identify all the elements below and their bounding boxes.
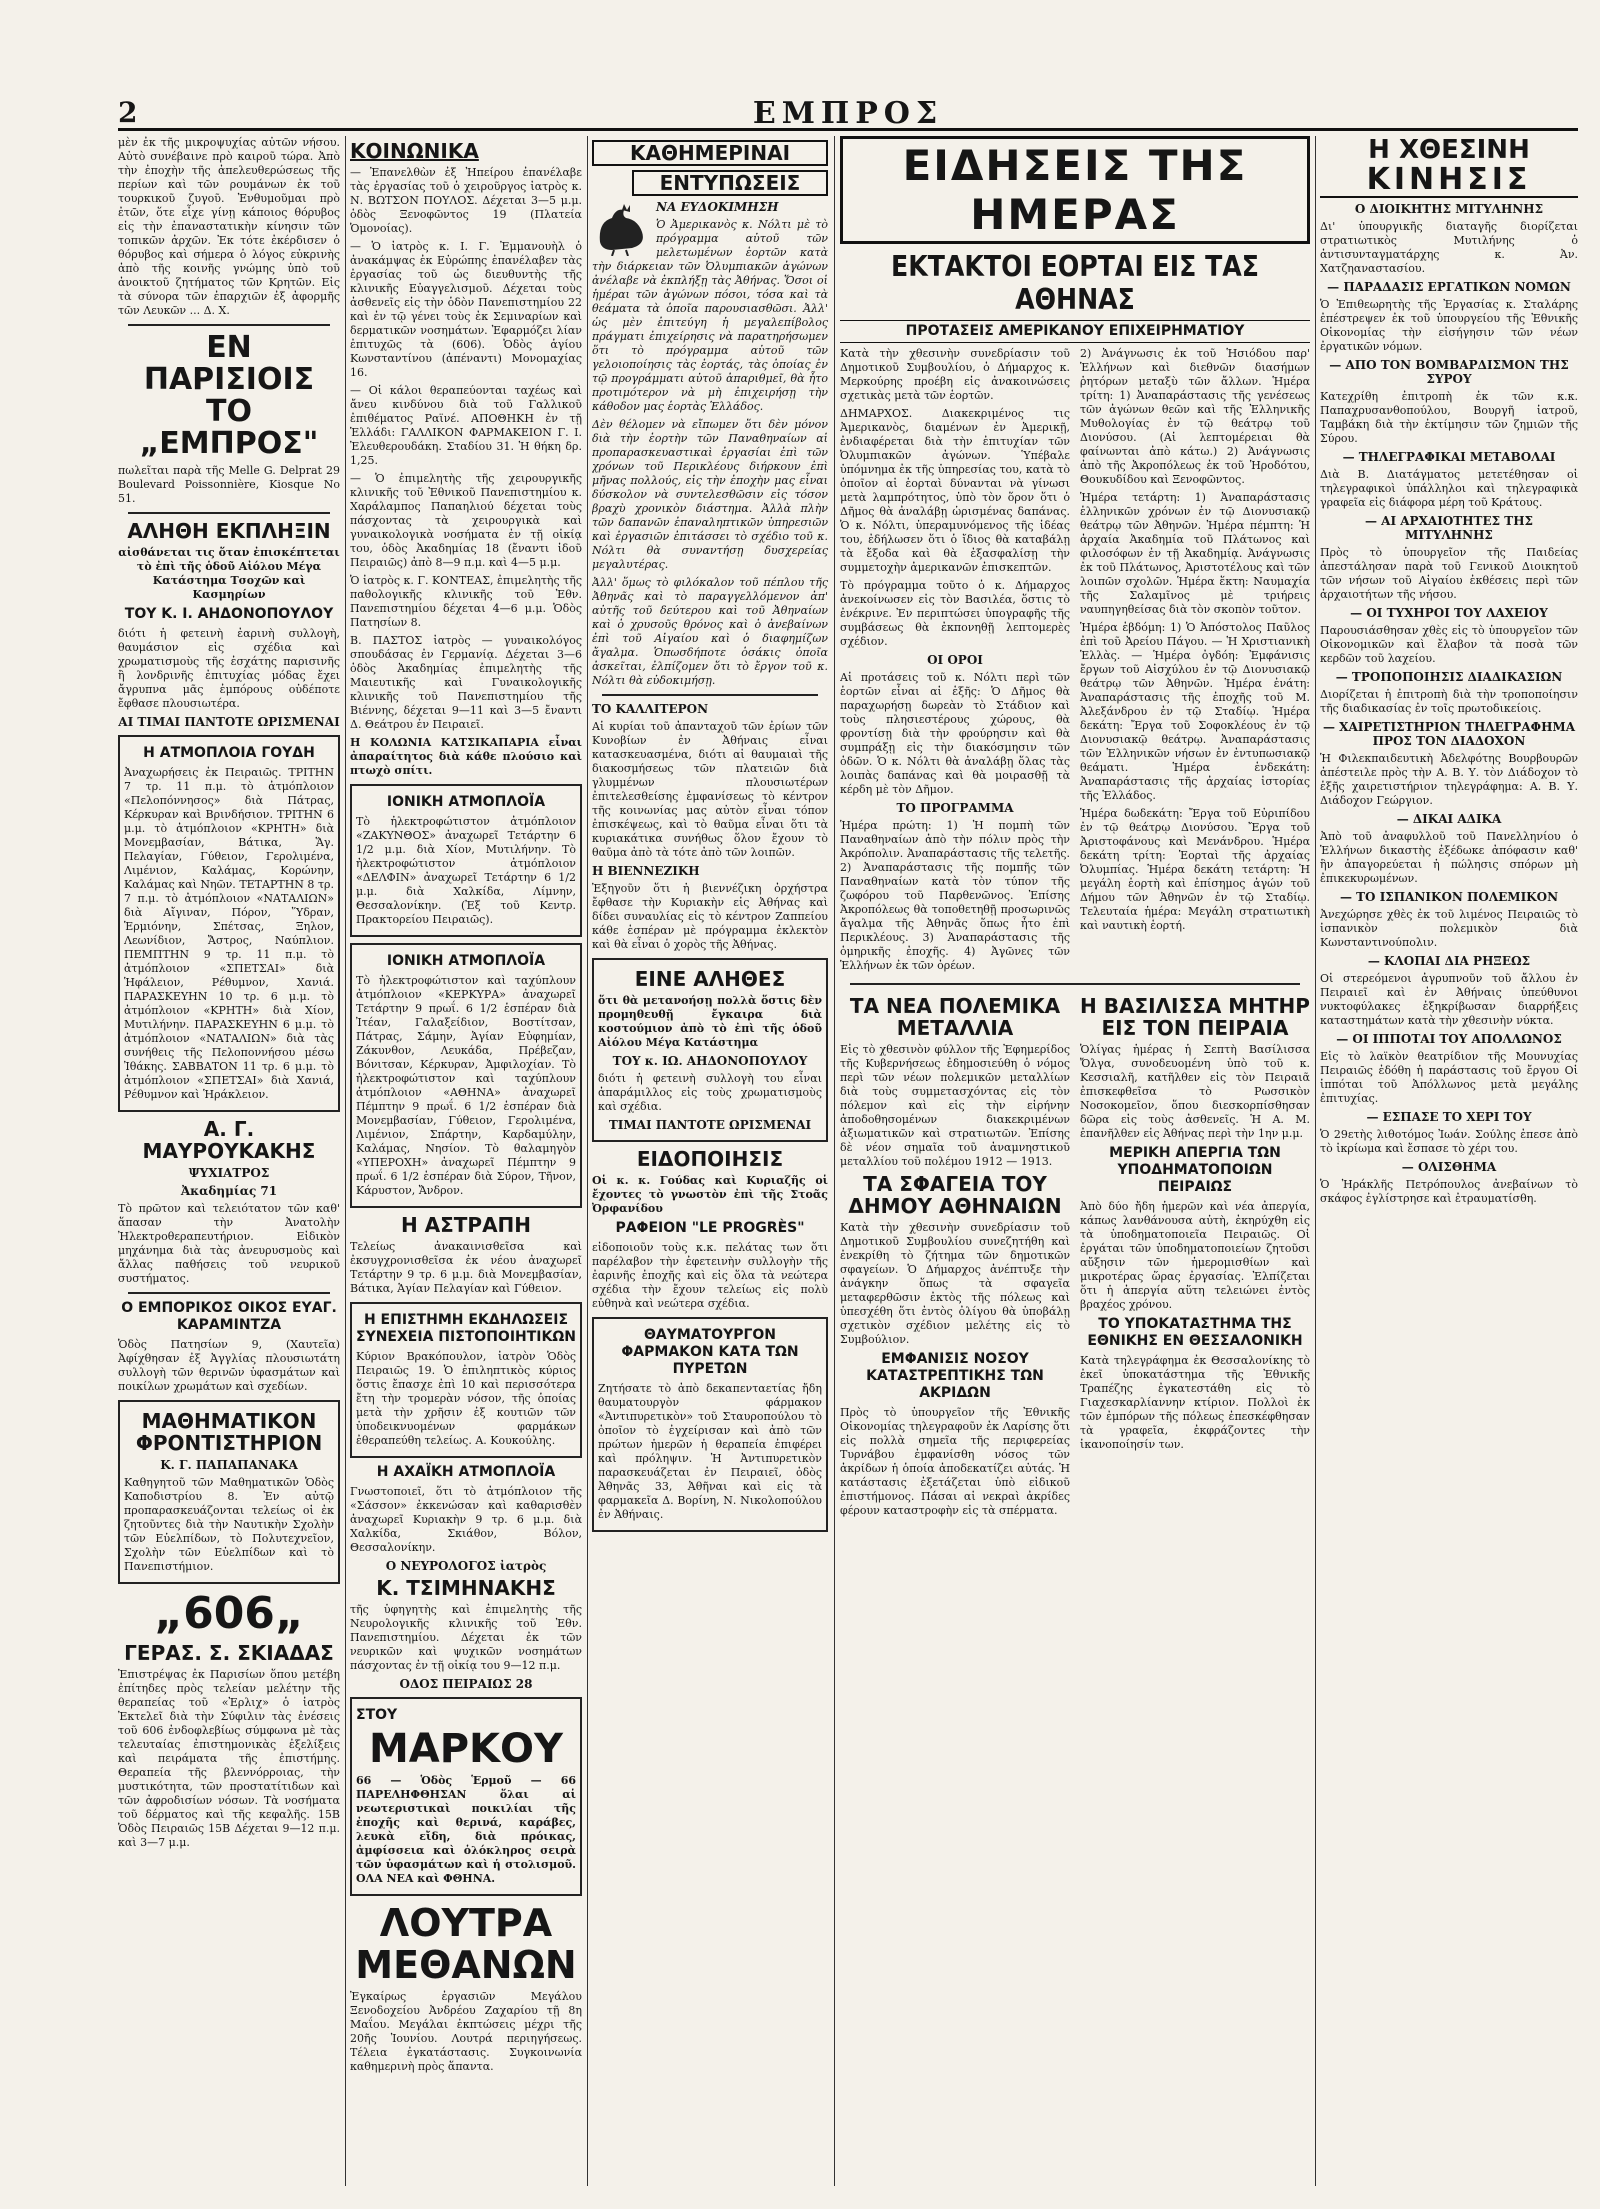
ad-heading: Ο ΕΜΠΟΡΙΚΟΣ ΟΙΚΟΣ ΕΥΑΓ. ΚΑΡΑΜΙΝΤΖΑ [121,1300,337,1333]
divider [128,512,330,514]
ad-heading: ΙΟΝΙΚΗ ΑΤΜΟΠΛΟΪΑ [386,953,546,969]
ad-text: Ἐπιστρέψας ἐκ Παρισίων ὅπου μετέβη ἐπίτηδες πρὸς τελείαν μελέτην τῆς θεραπείας τοῦ «Ἐρλιχ» ὁ ἰατρὸς Ἐκτελεῖ διὰ τὴν Σύφιλιν τὰς ἐνέσεις τοῦ 606 ἐνδοφλεβίως σύμφωνα μὲ τὰς τελευταίας ἐπιστημονικὰς ἐξελίξεις καὶ πειράματα τῆς ἐπιστήμης. Θεραπεία τῆς βλεννόρροιας, τὴν μυστικότητα, τῶν προστατίτιδων καὶ τῶν ἀφροδισίων νόσων. Τὰ νοσήματα τοῦ δέρματος καὶ τῆς κεφαλῆς. 15Β Ὁδὸς Πειραιῶς 15Β Δέχεται 9—12 π.μ. καὶ 3—7 μ.μ. [118,1668,340,1849]
ad-text: τῆς ὑφηγητὴς καὶ ἐπιμελητὴς τῆς Νευρολογικῆς κλινικῆς τοῦ Ἐθν. Πανεπιστημίου. Δέχεται ἐκ τῶν νευρικῶν καὶ ψυχικῶν νοσημάτων πάσχοντας ἐν τῇ οἰκίᾳ του 9—12 π.μ. [350,1603,582,1672]
ad-text: διότι ἡ φετεινὴ συλλογὴ του εἶναι ἀπαράμιλλος εἰς τοὺς χρωματισμοὺς καὶ σχέδια. [598,1072,822,1113]
newspaper-title: ΕΜΠΡΟΣ [752,96,944,131]
article-text: Ὁλίγας ἡμέρας ἡ Σεπτὴ Βασίλισσα Ὄλγα, συνοδευομένη ὑπὸ τοῦ κ. Κεσσιαλῆ, κατῆλθεν εἰς τὸν Πειραιᾶ ἐπισκεφθεῖσα τὸ Ρωσσικὸν Νοσοκομεῖον, ὅπου διεσκορπίσθησαν δῶρα εἰς τοὺς ἀσθενεῖς. Ἡ Α. Μ. ἐπανῆλθεν εἰς Ἀθήνας περὶ τὴν 1ην μ.μ. [1080,1043,1310,1140]
article-subheading: ΟΙ ΟΡΟΙ [927,653,983,667]
news-heading: ΤΑ ΝΕΑ ΠΟΛΕΜΙΚΑ ΜΕΤΑΛΛΙΑ [849,994,1061,1040]
ad-heading: ΕΙΝΕ ΑΛΗΘΕΣ [634,967,786,991]
ad-text: Τελείως ἀνακαινισθεῖσα καὶ ἐκσυγχρονισθεῖσα ἐκ νέου ἀναχωρεῖ Τετάρτην 9 τρ. 6 μ.μ. διὰ Μονεμβασίαν, Βάτικα, Ἁγίαν Πελαγίαν καὶ Γύθειον. [350,1240,582,1295]
article-text: Πρὸς τὸ ὑπουργεῖον τῆς Ἐθνικῆς Οἰκονομίας τηλεγραφοῦν ἐκ Λαρίσης ὅτι εἰς πολλὰ σημεῖα τῆς περιφερείας Τυρνάβου ἐμφανίσθη νόσος τῶν ἀκρίδων ἡ ὁποία ἀποδεκατίζει αὐτάς. Ἡ κατάστασις ἐξετάζεται ὑπὸ εἰδικοῦ ἐπιστήμονος. Πάσαι αἱ νεκραὶ ἀκρίδες φέρουν καταστροφὴν εἰς τὰ σπέρματα. [840,1406,1070,1517]
ad-box [118,1400,340,1584]
article-text: Ὁ Ἀμερικανὸς κ. Νόλτι μὲ τὸ πρόγραμμα αὐτοῦ τῶν μελετωμένων ἑορτῶν κατὰ τὴν διάρκειαν τῶν Ὀλυμπιακῶν ἀγώνων ἀνέλαβε νὰ ἐκπλήξῃ τὰς Ἀθήνας. Ὅσοι οἱ ἡμέραι τῶν ἀγώνων πόσοι, τόσα καὶ τὰ θεάματα τὰ ὁποῖα παρουσιασθῶσι. Ἀλλ' ὡς μὲν ἐπιτεύγη ἡ μεγαλεπίβολος πράγματι ἐπιχείρησις νὰ παρατηρήσωμεν ὅτι τὸ πρόγραμμα αὐτοῦ τῶν γελοιοποίησις τὰς ἑορτάς, τὰς ὁποίας ἐν τῷ προγράμματι αὐτοῦ ἀπαριθμεῖ, θὰ ἦτο προτιμότερον νὰ μὴ ἐπιχειρήσῃ τὴν κάθοδον μας ἑορτὰς Ἑλλάδος. [592,218,828,413]
ad-heading: „606„ [154,1588,304,1639]
ad-heading: Α. Γ. ΜΑΥΡΟΥΚΑΚΗΣ [142,1117,316,1163]
item-heading: — ΑΙ ΑΡΧΑΙΟΤΗΤΕΣ ΤΗΣ ΜΙΤΥΛΗΝΗΣ [1364,514,1534,542]
ad-subheading: ΨΥΧΙΑΤΡΟΣ [188,1166,270,1180]
divider [850,983,1300,985]
section-heading [1320,136,1578,198]
divider [128,1292,330,1294]
item-text: Κατεχρίθη ἐπιτροπὴ ἐκ τῶν κ.κ. Παπαχρυσανθοπούλου, Βουργῆ ἰατροῦ, Ταμβάκη διὰ τὴν ἐκτίμησιν τῶν ζημιῶν τῆς Σύρου. [1320,390,1578,445]
ad-text: Ὁδὸς Πατησίων 9, (Χαυτεῖα) Ἀφίχθησαν ἐξ Ἀγγλίας πλουσιωτάτη συλλογὴ τῶν θερινῶν ὑφασμάτων καὶ ποικίλων χρωμάτων καὶ σχεδίων. [118,1338,340,1393]
article-subheading: Η ΒΙΕΝΝΕΖΙΚΗ [592,864,700,878]
news-heading: ΕΚΤΑΚΤΟΙ ΕΟΡΤΑΙ ΕΙΣ ΤΑΣ ΑΘΗΝΑΣ [890,250,1259,316]
article-text: 2) Ἀνάγνωσις ἐκ τοῦ Ἡσιόδου παρ' Ἑλλήνων καὶ διεθνῶν διασήμων ῥητόρων μεταξὺ τῶν ἄλλων. Ἡμέρα τρίτη: 1) Ἀναπαράστασις τῆς γενέσεως τῶν ἀγώνων θεῶν καὶ τῆς Ἑλληνικῆς Μυθολογίας ἐν τῷ θεάτρῳ τοῦ Διονύσου. (Αἱ λεπτομέρειαι θὰ φαίνωνται ἀπὸ κάτω.) 2) Ἀνάγνωσις ἀπὸ τῆς Ἀκροπόλεως ἐκ τοῦ Ἡροδότου, Θουκυδίδου καὶ Ξενοφῶντος. [1080,347,1310,486]
item-text: Ἡ Φιλεκπαιδευτικὴ Ἀδελφότης Βουρβουρῶν ἀπέστειλε πρὸς τὴν Α. Β. Υ. τὸν Διάδοχον τὸ ἑξῆς χαιρετιστήριον τηλεγράφημα: Α. Β. Υ. Διάδοχον Γεώργιον. [1320,752,1578,807]
item-heading: — ΟΙ ΤΥΧΗΡΟΙ ΤΟΥ ΛΑΧΕΙΟΥ [1350,606,1548,620]
item-heading: Ο ΔΙΟΙΚΗΤΗΣ ΜΙΤΥΛΗΝΗΣ [1354,202,1544,216]
ad-box [592,1317,828,1532]
item-heading: — ΧΑΙΡΕΤΙΣΤΗΡΙΟΝ ΤΗΛΕΓΡΑΦΗΜΑ ΠΡΟΣ ΤΟΝ ΔΙΑΔΟΧΟΝ [1322,720,1576,748]
article-text: Β. ΠΑΣΤΟΣ ἰατρὸς — γυναικολόγος σπουδάσας ἐν Γερμανίᾳ. Δέχεται 3—6 ὁδὸς Ἀκαδημίας ἐπιμελητὴς τῆς Μαιευτικῆς καὶ Γυναικολογικῆς κλινικῆς τοῦ Πανεπιστημίου τῆς Βιέννης, δέχεται 9—11 καὶ 3—5 ἔναντι Δ. Θεάτρου ἐν Πειραιεῖ. [350,634,582,731]
news-heading: ΤΑ ΣΦΑΓΕΙΑ ΤΟΥ ΔΗΜΟΥ ΑΘΗΝΑΙΩΝ [848,1172,1062,1218]
column-5 [1320,136,1578,2186]
ad-heading: ΓΕΡΑΣ. Σ. ΣΚΙΑΔΑΣ [124,1641,334,1665]
article-text: — Ἐπανελθὼν ἐξ Ἠπείρου ἐπανέλαβε τὰς ἐργασίας τοῦ ὁ χειροῦργος ἰατρὸς κ. Ν. ΒΩΤΣΟΝ ΠΟΥΛΟΣ. Δέχεται 3—5 μ.μ. ὁδὸς Ξενοφῶντος 19 (Πλατεία Ὁμονοίας). [350,166,582,235]
ad-heading: ΤΟΥ Κ. Ι. ΑΗΔΟΝΟΠΟΥΛΟΥ [124,606,334,622]
ad-subheading: ΟΔΟΣ ΠΕΙΡΑΙΩΣ 28 [399,1677,533,1691]
section-heading: ΚΑΘΗΜΕΡΙΝΑΙ [592,140,828,166]
ad-box [350,1697,582,1896]
item-heading: — ΕΣΠΑΣΕ ΤΟ ΧΕΡΙ ΤΟΥ [1366,1110,1532,1124]
ad-text: Τὸ ἠλεκτροφώτιστον καὶ ταχύπλουν ἀτμόπλοιον «ΚΕΡΚΥΡΑ» ἀναχωρεῖ Τετάρτην 9 πρωΐ. 6 1/2 ἑσπέραν διὰ Ἰτέαν, Γαλαξείδιον, Βοστίτσαν, Πάτρας, Σάμην, Ἀγίαν Εὐφημίαν, Ζάκυνθον, Λευκάδα, Πρέβεζαν, Βόνιτσαν, Κέρκυραν, Ἀμφιλοχίαν. Τὸ ἠλεκτροφώτιστον καὶ ταχύπλουν ἀτμόπλοιον «ΑΘΗΝΑ» ἀναχωρεῖ Πέμπτην 9 πρωΐ. 6 1/2 ἑσπέραν διὰ Μονεμβασίαν, Γύθειον, Γερολιμένα, Λιμένιον, Σπάρτην, Καρδαμύλην, Καλάμας, Νησίον. Τὸ θαλαμηγὸν «ΥΠΕΡΟΧΗ» ἀναχωρεῖ Πέμπτην 9 πρωΐ. 6 1/2 ἑσπέραν διὰ Σύρον, Τῆνον, Κάρυστον, Ἄνδρον. [356,974,576,1197]
item-heading: — ΑΠΟ ΤΟΝ ΒΟΜΒΑΡΔΙΣΜΟΝ ΤΗΣ ΣΥΡΟΥ [1329,358,1569,386]
news-title: ΕΙΔΗΣΕΙΣ ΤΗΣ ΗΜΕΡΑΣ [840,136,1310,244]
ad-text: Ἐγκαίρως ἐργασιῶν Μεγάλου Ξενοδοχείου Ἀνδρέου Ζαχαρίου τῇ 8η Μαΐου. Μεγάλαι ἐκπτώσεις μέχρι τῆς 20ῆς Ἰουνίου. Λουτρά περιηγήσεως. Τέλεια ἐγκατάστασις. Συγκοινωνία καθημερινὴ πρὸς ἅπαντα. [350,1990,582,2073]
ad-text: Τὸ πρῶτον καὶ τελειότατον τῶν καθ' ἅπασαν τὴν Ἀνατολὴν Ἠλεκτροθεραπευτήριον. Εἰδικὸν μηχάνημα διὰ τὰς ἀνευρυσμοὺς καὶ ἄλλας παθήσεις τοῦ νευρικοῦ συστήματος. [118,1202,340,1285]
column-rule [834,136,835,2186]
news-heading: ΕΜΦΑΝΙΣΙΣ ΝΟΣΟΥ ΚΑΤΑΣΤΡΕΠΤΙΚΗΣ ΤΩΝ ΑΚΡΙΔΩΝ [866,1351,1044,1401]
column-2 [350,136,582,2186]
item-text: Ὁ 29ετὴς λιθοτόμος Ἰωάν. Σούλης ἐπεσε ἀπὸ τὸ ἰκρίωμα καὶ ἔσπασε τὸ χέρι του. [1320,1128,1578,1155]
ad-text: Οἱ κ. κ. Γούδας καὶ Κυριαζῆς οἱ ἔχοντες τὸ γνωστὸν ἐπὶ τῆς Στοᾶς Ὀρφανίδου [592,1174,828,1215]
item-text: Ὁ Ἡράκλῆς Πετρόπουλος ἀνεβαίνων τὸ σκάφος ἐγλίστρησε καὶ ἐτραυματίσθη. [1320,1178,1578,1205]
news-left-column [840,347,1070,977]
item-heading: — ΟΛΙΣΘΗΜΑ [1401,1160,1497,1174]
article-text: — Οἱ κάλοι θεραπεύονται ταχέως καὶ ἄνευ κινδύνου διὰ τοῦ Γαλλικοῦ ἐπιθέματος Ραϊνέ. ΑΠΟΘΗΚΗ ἐν τῇ Ἑλλάδι: ΓΑΛΛΙΚΟΝ ΦΑΡΜΑΚΕΙΟΝ Γ. Ι. Ἐλευθερουδάκη. Σταδίου 31. Ἡ θήκη δρ. 1,25. [350,384,582,467]
ad-box [350,784,582,937]
divider [128,324,330,326]
ad-subheading: ΤΟΥ κ. ΙΩ. ΑΗΔΟΝΟΠΟΥΛΟΥ [612,1054,808,1068]
ad-box [118,735,340,1112]
ad-box [350,1302,582,1458]
item-text: Διὰ Β. Διατάγματος μετετέθησαν οἱ τηλεγραφικοὶ ὑπάλληλοι καὶ τηλεγραφικὰ γραφεῖα εἰς διάφορα μέρη τοῦ Κράτους. [1320,468,1578,509]
ad-text: εἰδοποιοῦν τοὺς κ.κ. πελάτας των ὅτι παρέλαβον τὴν ἐφετεινὴν συλλογὴν τῆς ἐαρινῆς ἐποχῆς καὶ εἰς ὅλα τὰ νεώτερα σχέδια τὴν ἔχουν τελείως εἰς πολὺ εὐθηνὰ καὶ νεώτερα σχέδια. [592,1241,828,1310]
article-text: Τὸ πρόγραμμα τοῦτο ὁ κ. Δήμαρχος ἀνεκοίνωσεν εἰς τὸν Βασιλέα, ὅστις τὸ ἐνέκρινε. Ἐν περιπτώσει ὑπογραφῆς τῆς συμβάσεως θὰ ἐκπονηθῇ λεπτομερὲς σχέδιον. [840,579,1070,648]
ad-text: 66 — Ὁδὸς Ἑρμοῦ — 66 ΠΑΡΕΛΗΦΘΗΣΑΝ ὅλαι αἱ νεωτεριστικαὶ ποικιλίαι τῆς ἐποχῆς καὶ θερινά, καράβες, λευκὰ εἴδη, διὰ πρόικας, ἀμφίσσεια καὶ ὁλόκληρος σειρὰ τῶν ὑφασμάτων καὶ ἡ στολισμοῦ. ΟΛΑ ΝΕΑ καὶ ΦΘΗΝΑ. [356,1774,576,1885]
item-text: Ἀνεχώρησε χθὲς ἐκ τοῦ λιμένος Πειραιῶς τὸ ἰσπανικὸν πολεμικὸν διὰ Κωνσταντινούπολιν. [1320,908,1578,949]
article-text: — Ὁ ἐπιμελητὴς τῆς χειρουργικῆς κλινικῆς τοῦ Ἐθνικοῦ Πανεπιστημίου κ. Χαράλαμπος Παπαηλιού δέχεται τοὺς πάσχοντας τὰ χειρουργικὰ καὶ γυναικολογικὰ νοσήματα ἐν τῇ οἰκίᾳ του, ὁδὸς Ἀκαδημίας 18 (ἔναντι ἰδοῦ Πειραιῶς) ἀπὸ 8—9 π.μ. καὶ 4—5 μ.μ. [350,472,582,569]
news-heading: Η ΒΑΣΙΛΙΣΣΑ ΜΗΤΗΡ ΕΙΣ ΤΟΝ ΠΕΙΡΑΙΑ [1080,994,1310,1040]
ad-heading: Κ. ΤΣΙΜΗΝΑΚΗΣ [376,1576,556,1600]
item-heading: — ΚΛΟΠΑΙ ΔΙΑ ΡΗΞΕΩΣ [1367,954,1531,968]
ad-text: Ἀναχωρήσεις ἐκ Πειραιῶς. ΤΡΙΤΗΝ 7 τρ. 11 π.μ. τὸ ἀτμόπλοιον «Πελοπόννησος» διὰ Πάτρας, Κέρκυραν καὶ Βρινδήσιον. ΤΡΙΤΗΝ 6 μ.μ. τὸ ἀτμόπλοιον «ΚΡΗΤΗ» διὰ Μονεμβασίαν, Βάτικα, Ἅγ. Πελαγίαν, Γύθειον, Γερολιμένα, Λιμένιον, Καλάμας, Κορώνην, Καλάμας καὶ Νηῶν. ΤΕΤΑΡΤΗΝ 8 τρ. 7 π.μ. τὸ ἀτμόπλοιον «ΝΑΤΑΛΙΩΝ» διὰ Αἴγιναν, Πόρον, Ὕδραν, Ἑρμιόνην, Σπέτσας, Ξηλον, Λεωνίδιον, Ἄστρος, Ναύπλιον. ΠΕΜΠΤΗΝ 9 τρ. 11 π.μ. τὸ ἀτμόπλοιον «ΣΠΕΤΣΑΙ» διὰ Ἡφάλειον, Ρέθυμνον, Χανιά. ΠΑΡΑΣΚΕΥΗΝ 10 τρ. 6 μ.μ. τὸ ἀτμόπλοιον «ΚΡΗΤΗ» διὰ Χίον, Μυτιλήνην. ΠΑΡΑΣΚΕΥΗΝ 6 μ.μ. τὸ ἀτμόπλοιον «ΝΑΤΑΛΙΩΝ» διὰ τὰς συνήθεις τῆς Πελοποννήσου μέσω Ἰθάκης. ΣΑΒΒΑΤΟΝ 11 τρ. 6 μ.μ. τὸ ἀτμόπλοιον «ΣΠΕΤΣΑΙ» διὰ Χανιά, Ρέθυμνον καὶ Ἡράκλειον. [124,766,334,1101]
article-subheading: ΤΟ ΠΡΟΓΡΑΜΜΑ [896,801,1014,815]
news-right-column [1080,347,1310,977]
ad-subheading: Κ. Γ. ΠΑΠΑΠΑΝΑΚΑ [160,1458,298,1472]
ad-text: Κύριον Βρακόπουλον, ἰατρὸν Ὁδὸς Πειραιῶς 19. Ὁ ἐπιληπτικὸς κύριος ὅστις ἔπασχε ἐπὶ 10 καὶ περισσότερα ἔτη τὴν τρομερὰν νόσον, τῆς ὁποίας μετὰ τὴν χρῆσιν ἐξ κουτιῶν τῶν ὑποδεικνυομένων φαρμάκων ἐθεραπεύθη τελείως. Α. Κουκούλης. [356,1350,576,1447]
article-text: μὲν ἐκ τῆς μικροψυχίας αὐτῶν νήσου. Αὐτὸ συνέβαινε πρὸ καιροῦ τώρα. Ἀπὸ τὴν ἐποχὴν τῆς ἀπελευθερώσεως τῆς περίων καὶ τῶν ρουμάνων ἐκ τοῦ τουρκικοῦ ζυγοῦ. Ἐνθυμοῦμαι πρὸ ἐτῶν, ὅτε εἶχε γίνῃ κάποιος θόρυβος εἰς τὴν ἐπαναστατικὴν κίνησιν τῶν τοπικῶν ἀρχῶν. Ἐκ τότε ἐκέρδισεν ὁ θόρυβος καὶ σήμερα ὁ λόγος εὐκρινὴς ἀπὸ τῆς κοινῆς γνώμης ὑπὸ τοῦ ἀνοικτοῦ ζητήματος τῶν Κρητῶν. Εἰς τὰ σύνορα τῶν ἐπαρχιῶν ἐξ ἀφορμῆς τῶν Λευκῶν ... Δ. Χ. [118,136,340,317]
ad-heading: Η ΑΧΑΪΚΗ ΑΤΜΟΠΛΟΪΑ [376,1464,556,1480]
ad-text: Τὸ ἠλεκτροφώτιστον ἀτμόπλοιον «ΖΑΚΥΝΘΟΣ» ἀναχωρεῖ Τετάρτην 6 1/2 μ.μ. διὰ Χίον, Μυτιλήνην. Τὸ ἠλεκτροφώτιστον ἀτμόπλοιον «ΔΕΛΦΙΝ» ἀναχωρεῖ Τετάρτην 6 1/2 μ.μ. διὰ Χαλκίδα, Λίμνην, Θεσσαλονίκην. (Ἐξ τοῦ Κεντρ. Πρακτορείου Πειραιῶς). [356,815,576,926]
article-text: Ὁ ἰατρὸς κ. Γ. ΚΟΝΤΕΑΣ, ἐπιμελητὴς τῆς παθολογικῆς κλινικῆς τοῦ Ἐθν. Πανεπιστημίου δέχεται 4—6 μ.μ. Ὁδὸς Πατησίων 8. [350,574,582,629]
ad-text: διότι ἡ φετεινὴ ἐαρινὴ συλλογὴ, θαυμάσιον εἰς σχέδια καὶ χρωματισμοὺς τῆς ἐσχάτης παρισινῆς ἢ λονδρινῆς ἐπιτυχίας μόδας ἔχει ἄγρυπνα μᾶς ἐμπόρους οὐδέποτε ἔφθασε πλουσιωτέρα. [118,627,340,710]
article-text: Ἡμέρα δωδεκάτη: Ἔργα τοῦ Εὐριπίδου ἐν τῷ θεάτρῳ Διονύσου. Ἔργα τοῦ Ἀριστοφάνους καὶ Μενάνδρου. Ἡμέρα δεκάτη τρίτη: Ἑορταὶ τῆς ἀρχαίας Ὀλυμπίας. Ἡμέρα δεκάτη τετάρτη: Ἡ μεγάλη ἑορτὴ καὶ ἐπίσημος ἀγών τοῦ Δήμου τῶν Ἀθηνῶν ἐν τῷ Σταδίῳ. Τελευταία ἡμέρα: Μεγάλη στρατιωτικὴ καὶ ναυτικὴ ἑορτή. [1080,807,1310,932]
ad-subheading: Ο ΝΕΥΡΟΛΟΓΟΣ ἰατρὸς [385,1559,547,1573]
item-heading: — ΤΡΟΠΟΠΟΙΗΣΙΣ ΔΙΑΔΙΚΑΣΙΩΝ [1335,670,1563,684]
article-text: Η ΚΟΛΩΝΙΑ ΚΑΤΣΙΚΑΠΑΡΙΑ εἶναι ἀπαραίτητος διὰ κάθε πλούσιο καὶ πτωχὸ σπίτι. [350,736,582,777]
divider [602,694,818,696]
ad-heading: ΙΟΝΙΚΗ ΑΤΜΟΠΛΟΪΑ [386,794,546,810]
item-text: Πρὸς τὸ ὑπουργεῖον τῆς Παιδείας ἀπεστάλησαν παρὰ τοῦ Γενικοῦ Διοικητοῦ τῶν νήσων τοῦ Αἰγαίου ἐκθέσεις περὶ τῶν ἀρχαιοτήτων τῆς νήσου. [1320,546,1578,601]
ad-subheading: ΣΤΟΥ [356,1707,398,1723]
news-columns [840,991,1310,1522]
item-heading: — ΟΙ ΙΠΠΟΤΑΙ ΤΟΥ ΑΠΟΛΛΩΝΟΣ [1336,1032,1562,1046]
ad-heading: Η ΕΠΙΣΤΗΜΗ ΕΚΔΗΛΩΣΕΙΣ ΣΥΝΕΧΕΙΑ ΠΙΣΤΟΠΟΙΗΤΙΚΩΝ [356,1312,576,1345]
news-heading: ΜΕΡΙΚΗ ΑΠΕΡΓΙΑ ΤΩΝ ΥΠΟΔΗΜΑΤΟΠΟΙΩΝ ΠΕΙΡΑΙΩΣ [1109,1145,1281,1195]
article-subheading: ΝΑ ΕΥΔΟΚΙΜΗΣΗ [656,200,779,214]
ad-box [350,943,582,1208]
ad-heading: Η ΑΣΤΡΑΠΗ [400,1213,532,1237]
ad-heading: ΘΑΥΜΑΤΟΥΡΓΟΝ ΦΑΡΜΑΚΟΝ ΚΑΤΑ ΤΩΝ ΠΥΡΕΤΩΝ [621,1327,799,1377]
ad-text: ὅτι θὰ μετανοήσῃ πολλὰ ὅστις δὲν προμηθευθῇ ἔγκαιρα διὰ κοστούμιον ἀπὸ τὸ ἐπὶ τῆς ὁδοῦ Αἰόλου Μέγα Κατάστημα [598,994,822,1049]
item-heading: — ΠΑΡΑΔΑΣΙΣ ΕΡΓΑΤΙΚΩΝ ΝΟΜΩΝ [1327,280,1571,294]
ad-heading: ΑΛΗΘΗ ΕΚΠΛΗΞΙΝ [127,519,331,543]
ad-heading: ΡΑΦΕΙΟΝ "LE PROGRÈS" [615,1220,805,1236]
ad-heading: ΛΟΥΤΡΑ ΜΕΘΑΝΩΝ [355,1901,577,1987]
ad-text: αἰσθάνεται τις ὅταν ἐπισκέπτεται τὸ ἐπὶ τῆς ὁδοῦ Αἰόλου Μέγα Κατάστημα Τσοχῶν καὶ Κασμηρίων [118,546,340,601]
article-text: Κατὰ τὴν χθεσινὴν συνεδρίασιν τοῦ Δημοτικοῦ Συμβουλίου, ὁ Δήμαρχος κ. Μερκούρης προέβη εἰς ἀνακοινώσεις σχετικὰς μετὰ τῶν ἑορτῶν. [840,347,1070,402]
article-subheading: ΤΟ ΚΑΛΛΙΤΕΡΟΝ [592,702,709,716]
ad-box [592,958,828,1142]
article-text: Αἱ κυρίαι τοῦ ἀπανταχοῦ τῶν ἐρίων τῶν Κυνοβίων ἐν Ἀθήναις εἶναι κατασκευασμένα, διότι αἱ θαυμαιαὶ τῆς διακοσμήσεως τῶν πλατειῶν διὰ γλυμμένων πλουσιωτέρων ἐπιτελεσθείσης ἐμφανίσεως τὸ κέντρον τῆς κοινωνίας μας αὐτὸν εἶναι τόπον ἐπισκέψεως, καὶ τὸ θαῦμα εἶναι ὅτι τὰ κυριακάτικα συνήθως ὅλον ἔχουν τὸ θαῦμα ἀπὸ τὰ τότε ἀπὸ τῶν λοιπῶν. [592,720,828,859]
news-right-column [1080,991,1310,1522]
article-text: Κατὰ τὴν χθεσινὴν συνεδρίασιν τοῦ Δημοτικοῦ Συμβουλίου συνεζητήθη καὶ ἐνεκρίθη τὸ ζήτημα τῶν δημοτικῶν σφαγείων. Ὁ Δήμαρχος ἀνέπτυξε τὴν ἀνάγκην ὅπως τὰ σφαγεῖα μεταφερθῶσιν ἐκτὸς τῆς πόλεως καὶ ὑπεσχέθη ὅτι ἐντὸς ὀλίγου θὰ ὑποβάλῃ σχετικὸν σχέδιον μελέτης εἰς τὸ Συμβούλιον. [840,1221,1070,1346]
ad-heading: ΜΑΡΚΟΥ [368,1726,564,1772]
section-heading: ΚΟΙΝΩΝΙΚΑ [350,139,479,163]
column-rule [345,136,346,2186]
ad-heading: Η ΑΤΜΟΠΛΟΙΑ ΓΟΥΔΗ [143,745,315,761]
column-4 [840,136,1310,2186]
masthead [118,96,1578,131]
item-text: Δι' ὑπουργικῆς διαταγῆς διορίζεται στρατιωτικὸς Μυτιλήνης ὁ ἀντισυνταγματάρχης κ. Ἀν. Χατζηαναστασίου. [1320,220,1578,275]
item-text: Οἱ στερεόμενοι ἀγρυπνοῦν τοῦ ἄλλου ἐν Πειραιεῖ καὶ ἐν Ἀθήναις ὑπεύθυνοι νυκτοφύλακες ἐξηκρίβωσαν διαρρήξεις καταστημάτων κατὰ τὴν χθεσινὴν νύκτα. [1320,972,1578,1027]
news-columns [840,347,1310,977]
ad-text: Ζητήσατε τὸ ἀπὸ δεκαπενταετίας ἤδη θαυματουργὸν φάρμακον «Ἀντιπυρετικὸν» τοῦ Σταυροπούλου τὸ ὁποῖον τὸ ἐγχείρισαν καὶ ἀπὸ τῶν πρώτων ἡμερῶν ἡ θεραπεία ἐπιφέρει καὶ πρόληψιν. Ἡ Ἀντιπυρετικὸν παρασκευάζεται ἐν Πειραιεῖ, ὁδὸς Ἀθηνᾶς 33, Ἀθῆναι καὶ εἰς τὰ φαρμακεῖα Δ. Βορίνη, Ν. Νικολοπούλου ἐν Ἀθήναις. [598,1382,822,1521]
section-title: ΚΙΝΗΣΙΣ [1366,162,1532,197]
ad-text: πωλεῖται παρὰ τῆς Melle G. Delprat 29 Boulevard Poissonnière, Kiosque No 51. [118,464,340,505]
news-subheading: ΠΡΟΤΑΣΕΙΣ ΑΜΕΡΙΚΑΝΟΥ ΕΠΙΧΕΙΡΗΜΑΤΙΟΥ [840,320,1310,343]
news-heading: ΤΟ ΥΠΟΚΑΤΑΣΤΗΜΑ ΤΗΣ ΕΘΝΙΚΗΣ ΕΝ ΘΕΣΣΑΛΟΝΙΚΗ [1087,1316,1303,1349]
article-text: Ἀλλ' ὅμως τὸ φιλόκαλον τοῦ πέπλου τῆς Ἀθηνᾶς καὶ τὸ παραγγελλόμενον ἀπ' αὐτῆς τοῦ δεύτερου καὶ τοῦ Ἀθηναίων καὶ ὁ χρυσοῦς θρόνος καὶ ὁ ἀνεβαίνων ἐπὶ τοῦ Αἰγαίου καὶ ὁ διαφημίζων ἄγαλμα. Ὁπωσδήποτε ὁσάκις ὁποῖα ἀσκεῖται, ἐλπίζομεν ὅτι τὸ ἔργον τοῦ κ. Νόλτι θὰ εὐδοκιμήσῃ. [592,576,828,687]
item-text: Ὁ Ἐπιθεωρητὴς τῆς Ἐργασίας κ. Σταλάρης ἐπέστρεψεν ἐκ τοῦ ὑπουργείου τῆς Ἐθνικῆς Οἰκονομίας τὴν εἰσήγησιν τῶν νέων ἐργατικῶν νόμων. [1320,298,1578,353]
article-text: Ἐξηγοῦν ὅτι ἡ βιεννέζικη ὀρχήστρα ἔφθασε τὴν Κυριακὴν εἰς Ἀθήνας καὶ δίδει συναυλίας εἰς τὸ κέντρον Ζαππείου κάθε ἑσπέραν μὲ πρόγραμμα ἐκλεκτὸν καὶ θὰ εἶναι ὁ χορὸς τῆς Ἀθήνας. [592,882,828,951]
column-1 [118,136,340,2186]
item-text: Εἰς τὸ λαϊκὸν θεατρίδιον τῆς Μουνυχίας Πειραιῶς ἐδόθη ἡ παράστασις τοῦ ἔργου Οἱ ἱππόται τοῦ Ἀπόλλωνος μετὰ μεγάλης ἐπιτυχίας. [1320,1050,1578,1105]
article-text: Αἱ προτάσεις τοῦ κ. Νόλτι περὶ τῶν ἑορτῶν εἶναι αἱ ἑξῆς: Ὁ Δῆμος θὰ παραχωρήσῃ δωρεὰν τὸ Στάδιον καὶ τοὺς πλησιεστέρους χώρους, θὰ φροντίσῃ διὰ τὴν φρούρησιν καὶ θὰ συμπράξῃ εἰς τὴν διακόσμησιν τῶν ὁδῶν. Ὁ κ. Νόλτι θὰ ἀναλάβῃ ὅλας τὰς λοιπὰς δαπάνας καὶ θὰ μοιρασθῇ τὰ κέρδη μὲ τὸν Δῆμον. [840,671,1070,796]
column-rule [1315,136,1316,2186]
ad-heading: ΜΑΘΗΜΑΤΙΚΟΝ ΦΡΟΝΤΙΣΤΗΡΙΟΝ [135,1409,323,1455]
article-text: Δὲν θέλομεν νὰ εἴπωμεν ὅτι δὲν μόνον διὰ τὴν ἑορτὴν τῶν Παναθηναίων αἱ προπαρασκευαστικαὶ ἐργασίαι ἐπὶ τῶν χρόνων τοῦ Περικλέους διήρκουν ἐπὶ μῆνας πολλούς, εἰς τὴν ἐποχὴν μας εἶναι δύσκολον νὰ συντελεσθῶσιν εἰς τόσον βραχὺ χρονικὸν διάστημα. Ἀλλὰ πλὴν τῶν δαπανῶν ἐπαναληπτικῶν ὑπηρεσιῶν καὶ ἐργασιῶν ἐπιτάσσει τὸ σχέδιο τοῦ κ. Νόλτι θὰ συναντήσῃ δυσχερείας μεγαλυτέρας. [592,418,828,571]
item-text: Παρουσιάσθησαν χθὲς εἰς τὸ ὑπουργεῖον τῶν Οἰκονομικῶν καὶ ἔλαβον τὰ ποσὰ τῶν κερδῶν τοῦ λαχείου. [1320,624,1578,665]
ad-subheading: ΑΙ ΤΙΜΑΙ ΠΑΝΤΟΤΕ ΩΡΙΣΜΕΝΑΙ [118,715,340,729]
item-text: Διορίζεται ἡ ἐπιτροπὴ διὰ τὴν τροποποίησιν τῆς διαδικασίας ἐν τοῖς πρωτοδικείοις. [1320,688,1578,715]
ad-subheading: Ἀκαδημίας 71 [180,1184,278,1198]
article-text: Ἡμέρα τετάρτη: 1) Ἀναπαράστασις ἑλληνικῶν χρόνων ἐν τῷ Διονυσιακῷ θεάτρῳ τῶν Ἀθηνῶν. Ἡμέρα πέμπτη: Ἡ ἀρχαία Ἀκαδημία τοῦ Πλάτωνος καὶ φιλοσόφων ἐν τῇ Ἀκαδημίᾳ. Ἀνάγνωσις ἐκ τοῦ Πλάτωνος, Ἀριστοτέλους καὶ τῶν λοιπῶν σχολῶν. Ἡμέρα ἕκτη: Ναυμαχία τῆς Σαλαμῖνος μὲ τριήρεις ναυπηγηθείσας διὰ τὸν σκοπὸν τοῦτον. [1080,491,1310,616]
article-text: Εἰς τὸ χθεσινὸν φύλλον τῆς Ἐφημερίδος τῆς Κυβερνήσεως ἐδημοσιεύθη ὁ νόμος περὶ τῶν νέων πολεμικῶν μεταλλίων διὰ τοὺς συμμετασχόντας εἰς τὸν πόλεμον καὶ εἰς τὴν εἰρήνην ἀποδοθησομένων διακεκριμένων ἀξιωματικῶν καὶ στρατιωτῶν. Ἐπίσης δὲ νέον σημαῖα τοῦ ἀναμνηστικοῦ μεταλλίου τοῦ πολέμου 1912 — 1913. [840,1043,1070,1168]
article-text: Ἀπὸ δύο ἤδη ἡμερῶν καὶ νέα ἀπεργία, κάπως λανθάνουσα αὐτὴ, ἐκηρύχθη εἰς τὰ ὑποδηματοποιεῖα Πειραιῶς. Οἱ ἐργάται τῶν ὑποδηματοποιείων ζητοῦσι αὔξησιν τῶν ἡμερομισθίων καὶ μικροτέρας ὥρας ἐργασίας. Ἐλπίζεται ὅτι ἡ ἀπεργία αὕτη τελειώνει ἐντὸς βραχέος χρόνου. [1080,1200,1310,1311]
news-left-column [840,991,1070,1522]
article-text: ΔΗΜΑΡΧΟΣ. Διακεκριμένος τις Ἀμερικανὸς, διαμένων ἐν Ἀμερικῇ, ἐνδιαφέρεται διὰ τὴν ἐπιτυχίαν τῶν Ὀλυμπιακῶν ἀγώνων. Ὑπέβαλε ὑπόμνημα ἐκ τῆς ὑπηρεσίας του, κατὰ τὸ ὁποῖον αἱ ἑορταὶ δύνανται νὰ γίνωσι μετὰ λαμπρότητος, ὑπὸ τὸν ὅρον ὅτι ὁ Δῆμος θὰ ἀναλάβῃ ὡρισμένας δαπάνας. Ὁ κ. Νόλτι, ὑπεραμυνόμενος τῆς ἰδέας του, ἐδήλωσεν ὅτι ὁ ἴδιος θὰ καταβάλῃ τὰ ἔξοδα καὶ θὰ ἐξασφαλίσῃ τὴν συμμετοχὴν ἀμερικανῶν ἐπισκεπτῶν. [840,407,1070,574]
article-text: Κατὰ τηλεγράφημα ἐκ Θεσσαλονίκης τὸ ἐκεῖ ὑποκατάστημα τῆς Ἐθνικῆς Τραπέζης ἐγκατεστάθη εἰς τὸ Γιαχεσκαρλίαννην κτίριον. Πολλοὶ ἐκ τῶν ἐμπόρων τῆς πόλεως ἐπεσκέφθησαν τὰ γραφεῖα, ἐκφράζοντες τὴν ἱκανοποίησίν των. [1080,1354,1310,1451]
item-text: Ἀπὸ τοῦ ἀναφυλλοῦ τοῦ Πανελληνίου ὁ Ἑλλήνων δικαστὴς ἐξέδωκε ἀπόφασιν καθ' ἣν ἀπαγορεύεται ἡ πώλησις σπόρων μὴ ἐπικεκυρωμένων. [1320,830,1578,885]
article-text: — Ὁ ἰατρὸς κ. Ι. Γ. Ἐμμανουὴλ ὁ ἀνακάμψας ἐκ Εὐρώπης ἐπανέλαβεν τὰς ἐργασίας τοῦ ὡς διευθυντὴς τῆς κλινικῆς Εὐαγγελισμοῦ. Δέχεται τοὺς ἀσθενεῖς εἰς τὴν ὁδὸν Πανεπιστημίου 22 καὶ ἐν τῷ γένει τοὺς ἐκ Σεμιναρίων καὶ δερματικῶν νοσημάτων. Ἐφαρμόζει λίαν ἐπιτυχῶς τὰ (606). Ὁδὸς ἁγίου Κωνσταντίνου (ἀπέναντι) Μονομαχίας 16. [350,240,582,379]
ad-text: Καθηγητοῦ τῶν Μαθηματικῶν Ὁδὸς Καποδιστρίου 8. Ἐν αὐτῷ προπαρασκευάζονται τελείως οἱ ἐκ ζητοῦντες διὰ τὴν Ναυτικὴν Σχολὴν τῶν Εὐελπίδων, τὸ Πολυτεχνεῖον, Σχολὴν τῶν Εὐελπίδων καὶ τὸ Πανεπιστήμιον. [124,1476,334,1573]
article-text: Ἡμέρα πρώτη: 1) Ἡ πομπὴ τῶν Παναθηναίων ἀπὸ τὴν πόλιν πρὸς τὴν Ἀκρόπολιν. Ἀναπαράστασις τῆς τελετῆς. 2) Ἀναπαράστασις τῆς πομπῆς τῶν Παναθηναίων κατὰ τὸν τύπον τῆς ζωφόρου τοῦ Παρθενῶνος. Ἐπίσης Ἀκροπόλεως θὰ τοποθετηθῇ προσωρινῶς ἄγαλμα τῆς Ἀθηνᾶς ὅπως ἦτο ἐπὶ Περικλέους. 3) Ἀναπαράστασις τῆς ὁμηρικῆς ἐποχῆς. 4) Ἀγῶνες τῶν Ἑλλήνων ἐκ τῶν ὀρέων. [840,819,1070,972]
section-heading: ΕΝΤΥΠΩΣΕΙΣ [632,170,828,196]
column-3 [592,136,828,2186]
ad-heading: ΕΙΔΟΠΟΙΗΣΙΣ [636,1147,784,1171]
ad-text: Γνωστοποιεῖ, ὅτι τὸ ἀτμόπλοιον τῆς «Σάσσον» ἐκκενώσαν καὶ καθαρισθὲν ἀναχωρεῖ Κυριακὴν 9 τρ. 6 μ.μ. διὰ Χαλκίδα, Σκιάθον, Βόλον, Θεσσαλονίκην. [350,1485,582,1554]
ad-subheading: ΤΙΜΑΙ ΠΑΝΤΟΤΕ ΩΡΙΣΜΕΝΑΙ [608,1118,812,1132]
article-text: Ἡμέρα ἑβδόμη: 1) Ὁ Ἀπόστολος Παῦλος ἐπὶ τοῦ Ἀρείου Πάγου. — Ἡ Χριστιανικὴ Ἑλλὰς. — Ἡμέρα ὀγδόη: Ἐμφάνισις ἔργων τοῦ Αἰσχύλου ἐν τῷ Διονυσιακῷ θεάτρῳ τῶν Ἀθηνῶν. Ἡμέρα ἐνάτη: Ἀναπαράστασις τῆς ἐποχῆς τοῦ Μ. Ἀλεξάνδρου ἐν τῷ Σταδίῳ. Ἡμέρα δεκάτη: Ἔργα τοῦ Σοφοκλέους ἐν τῷ Διονυσιακῷ θεάτρῳ. Ἀναπαράστασις τῶν Ἑλληνικῶν νήσων ἐν ἐντυπωσιακῷ θεάματι. Ἡμέρα ἑνδεκάτη: Ἀναπαράστασις τῆς ἀρχαίας ἱστορίας τῆς Ἑλλάδος. [1080,621,1310,802]
column-rule [587,136,588,2186]
section-title: Η ΧΘΕΣΙΝΗ [1368,136,1530,165]
item-heading: — ΤΟ ΙΣΠΑΝΙΚΟΝ ΠΟΛΕΜΙΚΟΝ [1339,890,1559,904]
item-heading: — ΔΙΚΑΙ ΑΔΙΚΑ [1396,812,1502,826]
page-number: 2 [118,96,138,129]
rooster-icon [592,202,652,256]
ad-heading: ΕΝ ΠΑΡΙΣΙΟΙΣ ΤΟ „ΕΜΠΡΟΣ" [139,330,319,461]
item-heading: — ΤΗΛΕΓΡΑΦΙΚΑΙ ΜΕΤΑΒΟΛΑΙ [1342,450,1556,464]
